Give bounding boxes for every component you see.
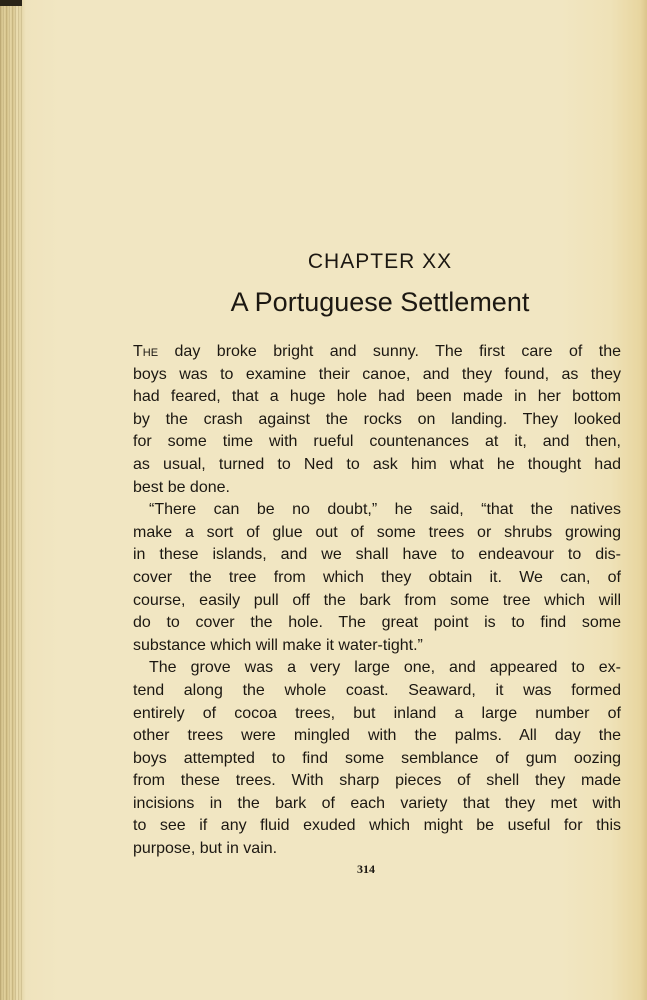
- text-line: The grove was a very large one, and appeared to ex-: [149, 659, 621, 677]
- text-line: “There can be no doubt,” he said, “that the natives: [149, 501, 621, 519]
- text-line: boys was to examine their canoe, and they found, as they: [133, 365, 621, 383]
- text-line: best be done.: [133, 478, 230, 496]
- text-line: course, easily pull off the bark from some tree which will: [133, 591, 621, 609]
- text-line: by the crash against the rocks on landing. They looked: [133, 410, 621, 428]
- text-line: entirely of cocoa trees, but inland a large number of: [133, 704, 621, 722]
- text-line: make a sort of glue out of some trees or shrubs growing: [133, 523, 621, 541]
- text-line: from these trees. With sharp pieces of shell they made: [133, 772, 621, 790]
- chapter-number: CHAPTER XX: [307, 250, 453, 273]
- text-line: boys attempted to find some semblance of gum oozing: [133, 749, 621, 767]
- chapter-body: [133, 341, 621, 861]
- text-line: incisions in the bark of each variety that they met with: [133, 794, 621, 812]
- text-line: cover the tree from which they obtain it. We can, of: [133, 568, 621, 586]
- text-line: had feared, that a huge hole had been made in her bottom: [133, 388, 621, 406]
- text-line: do to cover the hole. The great point is to find some: [133, 614, 621, 632]
- text-line: in these islands, and we shall have to endeavour to dis-: [133, 546, 621, 564]
- page-number: 314: [357, 862, 375, 876]
- text-line: substance which will make it water-tight.”: [133, 636, 423, 654]
- text-line: as usual, turned to Ned to ask him what he thought had: [133, 455, 621, 473]
- text-line-content: day broke bright and sunny. The first care of the: [158, 343, 621, 360]
- text-line: purpose, but in vain.: [133, 840, 278, 858]
- chapter-title: A Portuguese Settlement: [230, 287, 530, 317]
- corner-mark: [0, 0, 22, 6]
- page-edge-shading: [0, 0, 24, 1000]
- text-line: for some time with rueful countenances at it, and then,: [133, 433, 621, 451]
- text-line: tend along the whole coast. Seaward, it was formed: [133, 681, 621, 699]
- opening-word: The: [133, 343, 159, 360]
- text-line: other trees were mingled with the palms. All day the: [133, 727, 621, 745]
- text-line: to see if any fluid exuded which might be useful for this: [133, 817, 621, 835]
- text-line: [133, 341, 621, 364]
